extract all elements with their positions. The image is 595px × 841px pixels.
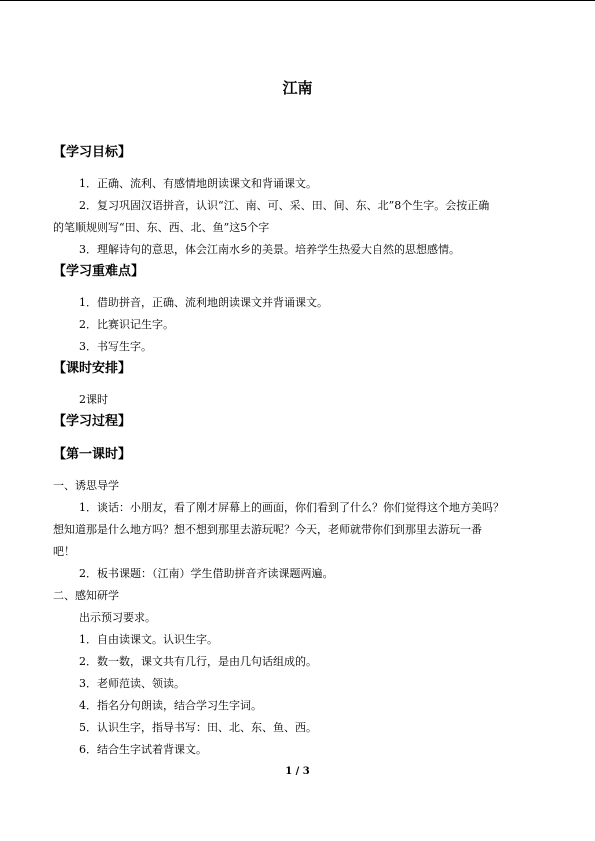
- part2-line-1: 出示预习要求。: [79, 611, 156, 624]
- part1-line-1: 1．谈话：小朋友，看了刚才屏幕上的画面，你们看到了什么？你们觉得这个地方美吗？: [79, 501, 504, 514]
- section-heading-goals: 【学习目标】: [53, 145, 132, 160]
- part1-line-3: 吧！: [53, 545, 75, 558]
- part2-line-3: 2．数一数，课文共有几行，是由几句话组成的。: [79, 655, 317, 668]
- part2-title: 二、感知研学: [53, 589, 119, 602]
- section-heading-lesson-one: 【第一课时】: [53, 447, 132, 462]
- part1-line-2: 想知道那是什么地方吗？想不想到那里去游玩呢？今天，老师就带你们到那里去游玩一番: [53, 523, 482, 536]
- goals-line-1: 1．正确、流利、有感情地朗读课文和背诵课文。: [79, 177, 317, 190]
- section-heading-process: 【学习过程】: [53, 414, 132, 429]
- part1-title: 一、诱思导学: [53, 479, 119, 492]
- part2-line-2: 1．自由读课文。认识生字。: [79, 633, 218, 646]
- page-number: 1 / 3: [285, 766, 310, 777]
- part2-line-5: 4．指名分句朗读，结合学习生字词。: [79, 699, 262, 712]
- top-rule: [0, 0, 595, 1]
- part2-line-6: 5．认识生字，指导书写：田、北、东、鱼、西。: [79, 721, 317, 734]
- section-heading-schedule: 【课时安排】: [53, 361, 132, 376]
- goals-line-3: 的笔顺规则写“田、东、西、北、鱼”这5个字: [53, 221, 270, 234]
- goals-line-2: 2．复习巩固汉语拼音，认识“江、南、可、采、田、间、东、北”8个生字。会按正确: [79, 199, 490, 212]
- part2-line-7: 6．结合生字试着背课文。: [79, 743, 207, 756]
- key-points-line-2: 2．比赛识记生字。: [79, 318, 174, 331]
- page-title: 江南: [282, 79, 313, 97]
- key-points-line-3: 3．书写生字。: [79, 340, 152, 353]
- part1-line-4: 2．板书课题：（江南）学生借助拼音齐读课题两遍。: [79, 567, 334, 580]
- part2-line-4: 3．老师范读、领读。: [79, 677, 185, 690]
- goals-line-4: 3．理解诗句的意思，体会江南水乡的美景。培养学生热爱大自然的思想感情。: [79, 243, 460, 256]
- schedule-line-1: 2课时: [79, 393, 108, 406]
- key-points-line-1: 1．借助拼音，正确、流利地朗读课文并背诵课文。: [79, 296, 328, 309]
- section-heading-key-points: 【学习重难点】: [53, 264, 145, 279]
